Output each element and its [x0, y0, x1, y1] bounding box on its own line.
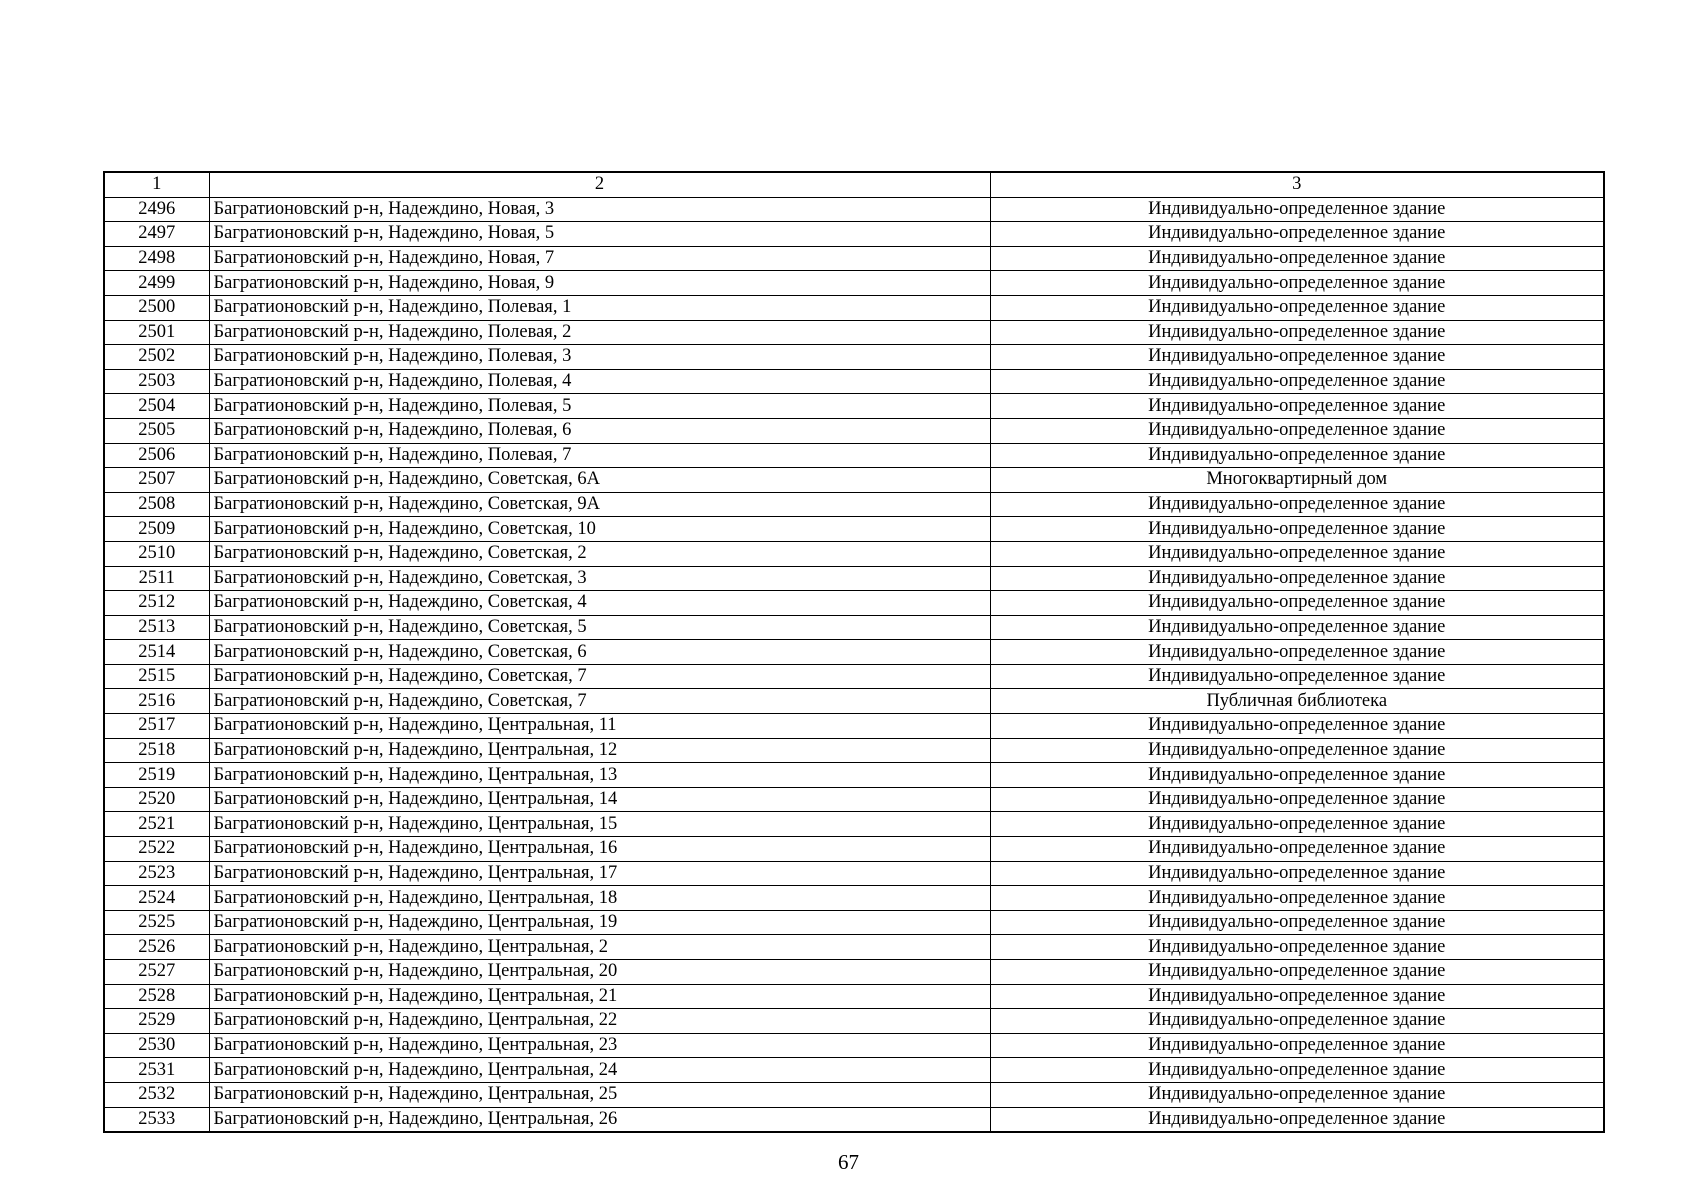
cell-address: Багратионовский р-н, Надеждино, Советская, 10 — [209, 517, 990, 542]
cell-number: 2530 — [104, 1033, 209, 1058]
table-row — [104, 910, 1604, 935]
cell-building-type: Индивидуально-определенное здание — [990, 910, 1604, 935]
table-row — [104, 1009, 1604, 1034]
table-row — [104, 345, 1604, 370]
cell-number: 2503 — [104, 369, 209, 394]
cell-building-type: Индивидуально-определенное здание — [990, 197, 1604, 222]
cell-address: Багратионовский р-н, Надеждино, Полевая, 7 — [209, 443, 990, 468]
table-row — [104, 714, 1604, 739]
cell-number: 2519 — [104, 763, 209, 788]
cell-building-type: Индивидуально-определенное здание — [990, 664, 1604, 689]
table-row — [104, 664, 1604, 689]
cell-address: Багратионовский р-н, Надеждино, Советская, 2 — [209, 541, 990, 566]
table-row — [104, 837, 1604, 862]
cell-building-type: Индивидуально-определенное здание — [990, 222, 1604, 247]
cell-address: Багратионовский р-н, Надеждино, Советская, 7 — [209, 664, 990, 689]
cell-building-type: Индивидуально-определенное здание — [990, 541, 1604, 566]
cell-building-type: Индивидуально-определенное здание — [990, 861, 1604, 886]
table-row — [104, 861, 1604, 886]
cell-number: 2524 — [104, 886, 209, 911]
cell-number: 2499 — [104, 271, 209, 296]
cell-address: Багратионовский р-н, Надеждино, Новая, 3 — [209, 197, 990, 222]
cell-address: Багратионовский р-н, Надеждино, Новая, 5 — [209, 222, 990, 247]
table-row — [104, 984, 1604, 1009]
cell-building-type: Индивидуально-определенное здание — [990, 320, 1604, 345]
table-row — [104, 1107, 1604, 1132]
table-row — [104, 1058, 1604, 1083]
cell-address: Багратионовский р-н, Надеждино, Центральная, 24 — [209, 1058, 990, 1083]
table-row — [104, 787, 1604, 812]
property-table — [103, 171, 1605, 1133]
table-body — [104, 172, 1604, 1132]
cell-number: 2514 — [104, 640, 209, 665]
cell-building-type: Индивидуально-определенное здание — [990, 787, 1604, 812]
cell-address: Багратионовский р-н, Надеждино, Новая, 7 — [209, 246, 990, 271]
table-row — [104, 443, 1604, 468]
table-row — [104, 222, 1604, 247]
table-row — [104, 468, 1604, 493]
cell-building-type: Индивидуально-определенное здание — [990, 394, 1604, 419]
table-row — [104, 246, 1604, 271]
table-row — [104, 689, 1604, 714]
cell-number: 2533 — [104, 1107, 209, 1132]
cell-number: 2528 — [104, 984, 209, 1009]
table-row — [104, 1033, 1604, 1058]
table-row — [104, 640, 1604, 665]
cell-number: 2518 — [104, 738, 209, 763]
cell-building-type: Индивидуально-определенное здание — [990, 837, 1604, 862]
cell-building-type: Индивидуально-определенное здание — [990, 295, 1604, 320]
table-row — [104, 517, 1604, 542]
table-row — [104, 541, 1604, 566]
cell-number: 2525 — [104, 910, 209, 935]
table-header-row — [104, 172, 1604, 197]
cell-building-type: Индивидуально-определенное здание — [990, 1082, 1604, 1107]
cell-address: Багратионовский р-н, Надеждино, Центральная, 25 — [209, 1082, 990, 1107]
cell-building-type: Индивидуально-определенное здание — [990, 812, 1604, 837]
cell-building-type: Индивидуально-определенное здание — [990, 763, 1604, 788]
cell-address: Багратионовский р-н, Надеждино, Советская, 9А — [209, 492, 990, 517]
cell-number: 2517 — [104, 714, 209, 739]
table-row — [104, 394, 1604, 419]
cell-building-type: Индивидуально-определенное здание — [990, 345, 1604, 370]
table-row — [104, 812, 1604, 837]
cell-building-type: Индивидуально-определенное здание — [990, 984, 1604, 1009]
cell-address: Багратионовский р-н, Надеждино, Полевая, 1 — [209, 295, 990, 320]
cell-number: 2506 — [104, 443, 209, 468]
cell-address: Багратионовский р-н, Надеждино, Центральная, 20 — [209, 960, 990, 985]
table-row — [104, 320, 1604, 345]
cell-building-type: Индивидуально-определенное здание — [990, 615, 1604, 640]
cell-number: 2531 — [104, 1058, 209, 1083]
cell-address: Багратионовский р-н, Надеждино, Советская, 3 — [209, 566, 990, 591]
cell-address: Багратионовский р-н, Надеждино, Центральная, 19 — [209, 910, 990, 935]
cell-number: 2522 — [104, 837, 209, 862]
cell-address: Багратионовский р-н, Надеждино, Центральная, 2 — [209, 935, 990, 960]
cell-number: 2521 — [104, 812, 209, 837]
cell-address: Багратионовский р-н, Надеждино, Центральная, 23 — [209, 1033, 990, 1058]
cell-number: 2496 — [104, 197, 209, 222]
cell-address: Багратионовский р-н, Надеждино, Советская, 5 — [209, 615, 990, 640]
cell-address: Багратионовский р-н, Надеждино, Полевая, 6 — [209, 418, 990, 443]
header-cell-type: 3 — [990, 172, 1604, 197]
cell-building-type: Многоквартирный дом — [990, 468, 1604, 493]
cell-address: Багратионовский р-н, Надеждино, Центральная, 22 — [209, 1009, 990, 1034]
cell-address: Багратионовский р-н, Надеждино, Полевая, 2 — [209, 320, 990, 345]
cell-number: 2526 — [104, 935, 209, 960]
table-row — [104, 418, 1604, 443]
cell-address: Багратионовский р-н, Надеждино, Центральная, 17 — [209, 861, 990, 886]
cell-address: Багратионовский р-н, Надеждино, Центральная, 13 — [209, 763, 990, 788]
cell-address: Багратионовский р-н, Надеждино, Советская, 4 — [209, 591, 990, 616]
cell-building-type: Индивидуально-определенное здание — [990, 640, 1604, 665]
cell-building-type: Индивидуально-определенное здание — [990, 960, 1604, 985]
cell-building-type: Индивидуально-определенное здание — [990, 369, 1604, 394]
cell-building-type: Индивидуально-определенное здание — [990, 246, 1604, 271]
cell-number: 2516 — [104, 689, 209, 714]
table-row — [104, 492, 1604, 517]
cell-number: 2508 — [104, 492, 209, 517]
cell-address: Багратионовский р-н, Надеждино, Центральная, 15 — [209, 812, 990, 837]
cell-address: Багратионовский р-н, Надеждино, Полевая, 3 — [209, 345, 990, 370]
cell-address: Багратионовский р-н, Надеждино, Советская, 7 — [209, 689, 990, 714]
cell-address: Багратионовский р-н, Надеждино, Полевая, 4 — [209, 369, 990, 394]
table-row — [104, 369, 1604, 394]
cell-address: Багратионовский р-н, Надеждино, Новая, 9 — [209, 271, 990, 296]
cell-building-type: Индивидуально-определенное здание — [990, 714, 1604, 739]
header-cell-address: 2 — [209, 172, 990, 197]
cell-number: 2523 — [104, 861, 209, 886]
table-row — [104, 566, 1604, 591]
cell-building-type: Индивидуально-определенное здание — [990, 443, 1604, 468]
cell-address: Багратионовский р-н, Надеждино, Центральная, 12 — [209, 738, 990, 763]
cell-address: Багратионовский р-н, Надеждино, Центральная, 14 — [209, 787, 990, 812]
cell-address: Багратионовский р-н, Надеждино, Центральная, 16 — [209, 837, 990, 862]
cell-number: 2515 — [104, 664, 209, 689]
cell-number: 2502 — [104, 345, 209, 370]
table-row — [104, 615, 1604, 640]
cell-number: 2529 — [104, 1009, 209, 1034]
header-cell-number: 1 — [104, 172, 209, 197]
table-row — [104, 1082, 1604, 1107]
cell-number: 2500 — [104, 295, 209, 320]
cell-number: 2507 — [104, 468, 209, 493]
cell-number: 2497 — [104, 222, 209, 247]
cell-building-type: Индивидуально-определенное здание — [990, 271, 1604, 296]
cell-building-type: Индивидуально-определенное здание — [990, 517, 1604, 542]
cell-building-type: Индивидуально-определенное здание — [990, 1058, 1604, 1083]
cell-building-type: Индивидуально-определенное здание — [990, 566, 1604, 591]
cell-number: 2532 — [104, 1082, 209, 1107]
table-row — [104, 295, 1604, 320]
cell-building-type: Индивидуально-определенное здание — [990, 935, 1604, 960]
cell-building-type: Индивидуально-определенное здание — [990, 738, 1604, 763]
cell-address: Багратионовский р-н, Надеждино, Центральная, 11 — [209, 714, 990, 739]
table-row — [104, 960, 1604, 985]
cell-number: 2504 — [104, 394, 209, 419]
cell-number: 2498 — [104, 246, 209, 271]
cell-building-type: Индивидуально-определенное здание — [990, 418, 1604, 443]
cell-building-type: Публичная библиотека — [990, 689, 1604, 714]
cell-address: Багратионовский р-н, Надеждино, Советская, 6 — [209, 640, 990, 665]
cell-address: Багратионовский р-н, Надеждино, Центральная, 18 — [209, 886, 990, 911]
cell-address: Багратионовский р-н, Надеждино, Советская, 6А — [209, 468, 990, 493]
cell-building-type: Индивидуально-определенное здание — [990, 1033, 1604, 1058]
table-row — [104, 197, 1604, 222]
cell-address: Багратионовский р-н, Надеждино, Центральная, 21 — [209, 984, 990, 1009]
table-row — [104, 271, 1604, 296]
table-row — [104, 886, 1604, 911]
cell-building-type: Индивидуально-определенное здание — [990, 492, 1604, 517]
cell-building-type: Индивидуально-определенное здание — [990, 591, 1604, 616]
cell-number: 2512 — [104, 591, 209, 616]
cell-number: 2501 — [104, 320, 209, 345]
page-number: 67 — [838, 1150, 859, 1174]
cell-number: 2505 — [104, 418, 209, 443]
cell-number: 2513 — [104, 615, 209, 640]
table-row — [104, 738, 1604, 763]
table-row — [104, 591, 1604, 616]
cell-building-type: Индивидуально-определенное здание — [990, 1107, 1604, 1132]
table-row — [104, 935, 1604, 960]
cell-number: 2510 — [104, 541, 209, 566]
cell-number: 2527 — [104, 960, 209, 985]
cell-building-type: Индивидуально-определенное здание — [990, 886, 1604, 911]
cell-address: Багратионовский р-н, Надеждино, Полевая, 5 — [209, 394, 990, 419]
cell-building-type: Индивидуально-определенное здание — [990, 1009, 1604, 1034]
table-row — [104, 763, 1604, 788]
cell-number: 2511 — [104, 566, 209, 591]
cell-number: 2520 — [104, 787, 209, 812]
cell-number: 2509 — [104, 517, 209, 542]
cell-address: Багратионовский р-н, Надеждино, Центральная, 26 — [209, 1107, 990, 1132]
